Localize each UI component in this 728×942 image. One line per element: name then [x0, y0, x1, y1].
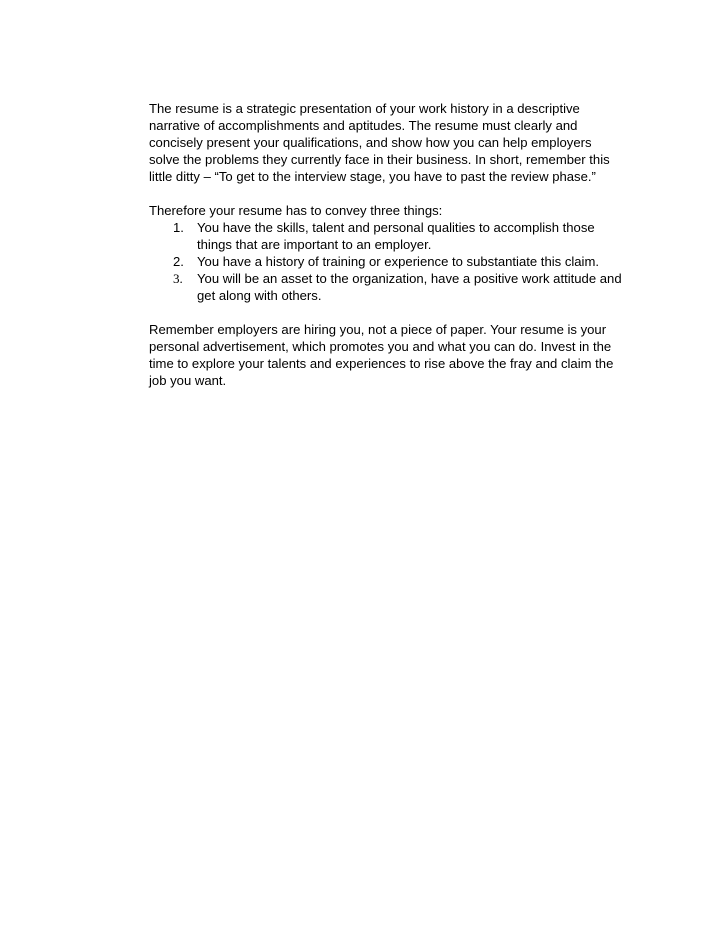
- paragraph-line: personal advertisement, which promotes you and what you can do. Invest in the: [149, 339, 612, 354]
- list-item: [149, 219, 669, 253]
- list-number: 1.: [173, 220, 184, 235]
- list-item-line: You have the skills, talent and personal qualities to accomplish those: [197, 220, 595, 235]
- paragraph-line: concisely present your qualifications, and show how you can help employers: [149, 135, 592, 150]
- list-item: [149, 270, 669, 304]
- document-body: [149, 100, 669, 406]
- three-things-section: [149, 202, 669, 304]
- closing-paragraph: [149, 321, 669, 389]
- paragraph-line: Remember employers are hiring you, not a piece of paper. Your resume is your: [149, 322, 607, 337]
- paragraph-line: little ditty – “To get to the interview stage, you have to past the review phase.”: [149, 169, 596, 184]
- list-intro: Therefore your resume has to convey three things:: [149, 203, 443, 218]
- intro-paragraph: [149, 100, 669, 185]
- paragraph-line: job you want.: [149, 373, 227, 388]
- paragraph-line: narrative of accomplishments and aptitudes. The resume must clearly and: [149, 118, 578, 133]
- list-item-line: You will be an asset to the organization, have a positive work attitude and: [197, 271, 622, 286]
- list-item-line: get along with others.: [197, 288, 322, 303]
- paragraph-line: The resume is a strategic presentation of your work history in a descriptive: [149, 101, 580, 116]
- list-item-line: things that are important to an employer.: [197, 237, 432, 252]
- list-number: 3.: [173, 271, 183, 286]
- paragraph-line: solve the problems they currently face in their business. In short, remember this: [149, 152, 610, 167]
- list-item-line: You have a history of training or experience to substantiate this claim.: [197, 254, 600, 269]
- list-item: [149, 253, 669, 270]
- list-number: 2.: [173, 254, 184, 269]
- paragraph-line: time to explore your talents and experiences to rise above the fray and claim the: [149, 356, 614, 371]
- numbered-list: [149, 219, 669, 304]
